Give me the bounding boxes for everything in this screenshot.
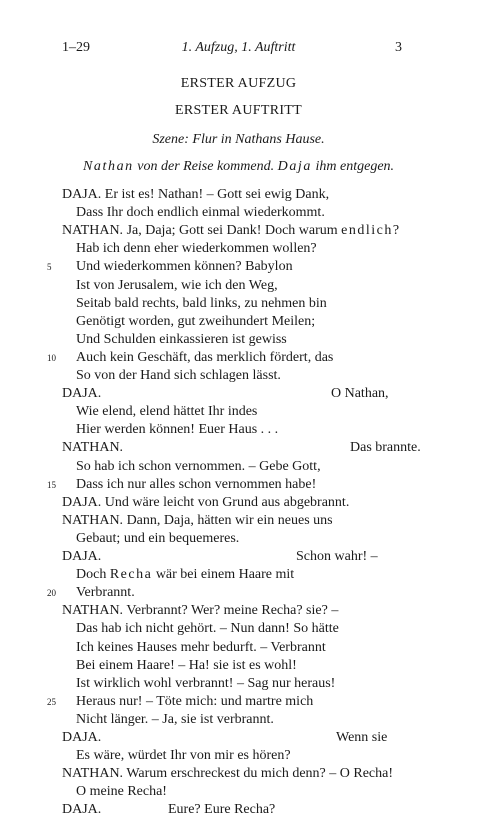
verse-text: ? <box>392 223 400 239</box>
line-text <box>76 258 293 276</box>
verse-text: Wenn sie <box>336 730 388 745</box>
verse-text: Doch <box>76 567 107 583</box>
verse-text: Das hab ich nicht gehört. – Nun dann! So hätte <box>76 621 339 637</box>
line-text <box>76 566 294 584</box>
line-text <box>76 421 278 439</box>
line-text <box>62 801 101 819</box>
verse-line <box>0 548 477 566</box>
line-text <box>76 240 317 258</box>
line-text <box>62 186 329 204</box>
stage-direction <box>0 159 477 175</box>
line-text <box>62 222 399 240</box>
line-text <box>76 530 239 548</box>
verse-line <box>0 258 477 276</box>
verse-line <box>0 801 477 819</box>
verse-line <box>0 566 477 584</box>
line-number: 20 <box>47 588 56 599</box>
emphasized-word: Recha <box>109 567 153 583</box>
verse-line <box>0 657 477 675</box>
line-range: 1–29 <box>62 40 90 55</box>
page-number: 3 <box>395 40 402 55</box>
verse-text: Heraus nur! – Töte mich: und martre mich <box>76 693 314 709</box>
line-text <box>62 548 101 566</box>
line-text <box>76 476 316 494</box>
line-text <box>76 657 297 675</box>
line-text <box>62 765 393 783</box>
verse-text: Ja, Daja; Gott sei Dank! Doch warum <box>126 223 338 239</box>
line-number: 10 <box>47 352 56 363</box>
verse-text: Verbrannt? Wer? meine Recha? sie? – <box>126 603 339 619</box>
line-text <box>76 693 313 711</box>
line-text <box>76 620 339 638</box>
verse-text: Ist von Jerusalem, wie ich den Weg, <box>76 277 278 293</box>
verse-line <box>0 476 477 494</box>
verse-line <box>0 729 477 747</box>
speaker-name: NATHAN. <box>62 603 124 619</box>
verse-text: Seitab bald rechts, bald links, zu nehmen bin <box>76 295 327 311</box>
verse-line <box>0 403 477 421</box>
speaker-name: DAJA. <box>62 386 102 402</box>
verse-text: Und wiederkommen können? Babylon <box>76 259 293 275</box>
verse-text: Nicht länger. – Ja, sie ist verbrannt. <box>76 711 274 727</box>
speaker-name: DAJA. <box>62 494 102 510</box>
verse-text: Dann, Daja, hätten wir ein neues uns <box>126 512 333 528</box>
verse-line <box>0 186 477 204</box>
verse-text: Hab ich denn eher wiederkommen wollen? <box>76 241 317 257</box>
direction-text: von der Reise kommend. <box>137 159 275 174</box>
line-text <box>76 349 333 367</box>
character-name: Nathan <box>82 159 134 174</box>
verse-text: Hier werden können! Euer Haus . . . <box>76 422 279 438</box>
verse-line <box>0 367 477 385</box>
speaker-name: NATHAN. <box>62 223 124 239</box>
verse-text: Ich keines Hauses mehr bedurft. – Verbrannt <box>76 639 326 655</box>
line-text <box>62 512 333 530</box>
verse-line <box>0 530 477 548</box>
verse-text: So von der Hand sich schlagen lässt. <box>76 368 281 383</box>
verse-text: Er ist es! Nathan! – Gott sei ewig Dank, <box>104 187 330 202</box>
verse-text: Ist wirklich wohl verbrannt! – Sag nur heraus! <box>76 675 336 691</box>
line-text <box>76 313 315 331</box>
speaker-name: DAJA. <box>62 730 102 745</box>
line-text <box>76 204 325 222</box>
line-number: 15 <box>47 479 56 490</box>
line-text <box>76 675 335 693</box>
speaker-name: DAJA. <box>62 802 102 818</box>
direction-text: ihm entgegen. <box>315 159 395 174</box>
speaker-name: NATHAN. <box>62 440 124 456</box>
verse-text: Und Schulden einkassieren ist gewiss <box>76 331 287 347</box>
verse-line <box>0 512 477 530</box>
verse-line <box>0 620 477 638</box>
verse-line <box>0 783 477 801</box>
verse-text: Verbrannt. <box>76 585 135 601</box>
line-text <box>76 711 274 729</box>
verse-line <box>0 421 477 439</box>
line-text <box>76 295 327 313</box>
verse-text: Warum erschreckest du mich denn? – O Recha! <box>126 766 394 782</box>
verse-text: wär bei einem Haare mit <box>155 567 295 583</box>
verse-line <box>0 711 477 729</box>
verse-line <box>0 295 477 313</box>
verse-line <box>0 204 477 222</box>
line-text <box>76 584 135 602</box>
verse-line <box>0 584 477 602</box>
verse-line <box>0 494 477 512</box>
line-text <box>62 602 338 620</box>
verse-text: Schon wahr! – <box>296 549 378 564</box>
line-text <box>76 277 278 295</box>
line-text <box>76 331 287 349</box>
verse-text: Bei einem Haare! – Ha! sie ist es wohl! <box>76 657 297 673</box>
verse-line <box>0 313 477 331</box>
line-text <box>76 783 167 801</box>
verse-text: Es wäre, würdet Ihr von mir es hören? <box>76 748 291 764</box>
verse-text: So hab ich schon vernommen. – Gebe Gott, <box>76 458 321 474</box>
line-text <box>76 458 321 476</box>
character-name: Daja <box>277 159 313 174</box>
verse-text: Eure? Eure Recha? <box>168 802 276 818</box>
line-text <box>76 403 257 421</box>
verse-line <box>0 765 477 783</box>
speaker-name: DAJA. <box>62 549 102 564</box>
verse-text: Dass ich nur alles schon vernommen habe! <box>76 476 317 492</box>
verse-text: Genötigt worden, gut zweihundert Meilen; <box>76 313 316 329</box>
verse-text: O meine Recha! <box>76 784 167 800</box>
verse-line <box>0 277 477 295</box>
line-text <box>62 439 123 457</box>
section-title: 1. Aufzug, 1. Auftritt <box>181 40 296 55</box>
line-text <box>76 639 326 657</box>
verse-line <box>0 331 477 349</box>
line-number: 5 <box>47 262 52 273</box>
scene-setting: Szene: Flur in Nathans Hause. <box>152 132 325 147</box>
scene-title: ERSTER AUFTRITT <box>174 103 302 118</box>
line-text <box>76 367 281 385</box>
verse-text: Und wäre leicht von Grund aus abgebrannt. <box>104 494 350 510</box>
verse-text: Dass Ihr doch endlich einmal wiederkommt. <box>76 205 325 221</box>
speaker-name: NATHAN. <box>62 512 124 528</box>
line-number: 25 <box>47 696 56 707</box>
verse-line <box>0 639 477 657</box>
emphasized-word: endlich <box>341 223 393 239</box>
verse-line <box>0 458 477 476</box>
verse-text: Auch kein Geschäft, das merklich fördert, das <box>76 349 334 365</box>
verse-text: Das brannte. <box>350 440 421 456</box>
speaker-name: NATHAN. <box>62 766 124 782</box>
verse-line <box>0 240 477 258</box>
act-title: ERSTER AUFZUG <box>180 76 297 91</box>
line-text <box>62 729 101 747</box>
speaker-name: DAJA. <box>62 187 102 202</box>
verse-line <box>0 602 477 620</box>
verse-line <box>0 439 477 457</box>
line-text <box>62 494 349 512</box>
verse-line <box>0 693 477 711</box>
verse-text: Gebaut; und ein bequemeres. <box>76 530 240 546</box>
verse-line <box>0 385 477 403</box>
line-text <box>62 385 101 403</box>
verse-text: O Nathan, <box>331 386 389 402</box>
verse-text: Wie elend, elend hättet Ihr indes <box>76 404 258 420</box>
verse-line <box>0 222 477 240</box>
verse-line <box>0 349 477 367</box>
verse-line <box>0 675 477 693</box>
